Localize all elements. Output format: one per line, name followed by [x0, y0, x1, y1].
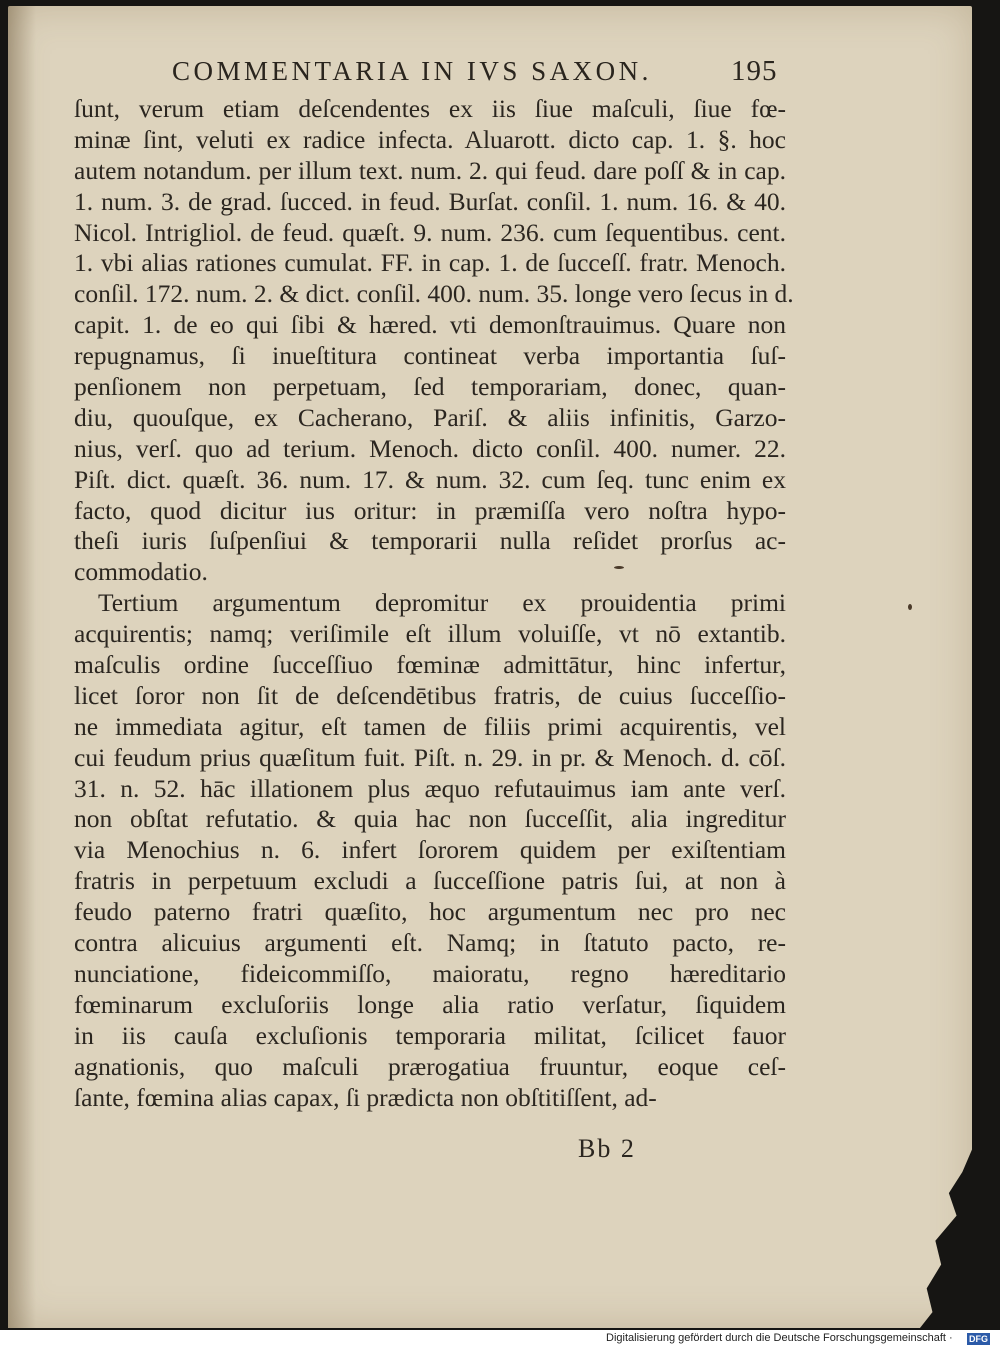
text-line: licet ſoror non ſit de deſcendētibus fratris, de cuius ſucceſſio- — [74, 680, 786, 710]
body-text — [74, 94, 794, 1113]
text-line: via Menochius n. 6. infert ſororem quidem per exiſtentiam — [74, 835, 786, 865]
funding-note: Digitalisierung gefördert durch die Deutsche Forschungsgemeinschaft · — [606, 1332, 953, 1344]
text-line: theſi iuris ſuſpenſiui & temporarii nulla reſidet prorſus ac- — [74, 526, 786, 556]
text-line: repugnamus, ſi inueſtitura contineat verba importantia ſuſ- — [74, 341, 786, 371]
text-line: 31. n. 52. hāc illationem plus æquo refutauimus iam ante verſ. — [74, 773, 786, 803]
text-line: contra alicuius argumenti eſt. Namq; in ſtatuto pacto, re- — [74, 928, 786, 958]
text-line: commodatio. — [74, 557, 208, 587]
dfg-logo: DFG — [969, 1334, 988, 1344]
text-line: Piſt. dict. quæſt. 36. num. 17. & num. 32. cum ſeq. tunc enim ex — [74, 464, 786, 494]
ink-speck — [908, 604, 912, 610]
text-line: fœminarum excluſoriis longe alia ratio verſatur, ſiquidem — [74, 989, 786, 1019]
text-line: ne immediata agitur, eſt tamen de filiis primi acquirentis, vel — [74, 711, 786, 741]
text-line: in iis cauſa excluſionis temporaria militat, ſcilicet fauor — [74, 1020, 786, 1050]
text-line: Nicol. Intrigliol. de feud. quæſt. 9. num. 236. cum ſequentibus. cent. — [74, 217, 786, 247]
text-line: maſculis ordine ſucceſſiuo fœminæ admittātur, hinc infertur, — [74, 650, 786, 680]
page-gutter-shadow — [8, 6, 36, 1328]
text-line: 1. num. 3. de grad. ſucced. in feud. Burſat. conſil. 1. num. 16. & 40. — [74, 186, 786, 216]
text-line: cui feudum prius quæſitum fuit. Piſt. n. 29. in pr. & Menoch. d. cōſ. — [74, 742, 786, 772]
text-line: non obſtat refutatio. & quia hac non ſucceſſit, alia ingreditur — [74, 804, 786, 834]
text-line: nius, verſ. quo ad terium. Menoch. dicto conſil. 400. numer. 22. — [74, 433, 786, 463]
text-line: autem notandum. per illum text. num. 2. qui feud. dare poſſ & in cap. — [74, 155, 786, 185]
signature-mark: Bb 2 — [578, 1134, 636, 1163]
text-line: diu, quouſque, ex Cacherano, Pariſ. & aliis infinitis, Garzo- — [74, 402, 786, 432]
page-number: 195 — [731, 55, 778, 87]
text-line: capit. 1. de eo qui ſibi & hæred. vti demonſtrauimus. Quare non — [74, 310, 786, 340]
text-line: 1. vbi alias rationes cumulat. FF. in cap. 1. de ſucceſſ. fratr. Menoch. — [74, 248, 786, 278]
text-line: agnationis, quo maſculi prærogatiua fruuntur, eoque ceſ- — [74, 1051, 786, 1081]
text-line: feudo paterno fratri quæſito, hoc argumentum nec pro nec — [74, 897, 786, 927]
text-line: facto, quod dicitur ius oritur: in præmiſſa vero noſtra hypo- — [74, 495, 786, 525]
running-head: COMMENTARIA IN IVS SAXON. — [172, 56, 652, 86]
text-line: ſunt, verum etiam deſcendentes ex iis ſiue maſculi, ſiue fœ- — [74, 94, 786, 123]
text-line: conſil. 172. num. 2. & dict. conſil. 400. num. 35. longe vero ſecus in d. — [74, 279, 794, 309]
text-line: Tertium argumentum depromitur ex prouidentia primi — [98, 588, 786, 618]
text-line: fratris in perpetuum excludi a ſucceſſione patris ſui, at non à — [74, 866, 786, 896]
text-line: penſionem non perpetuam, ſed temporariam, donec, quan- — [74, 372, 786, 402]
text-line: nunciatione, fideicommiſſo, maioratu, regno hæreditario — [74, 958, 786, 988]
text-line: minæ ſint, veluti ex radice infecta. Aluarott. dicto cap. 1. §. hoc — [74, 124, 786, 154]
text-line: acquirentis; namq; veriſimile eſt illum voluiſſe, vt nō extantib. — [74, 619, 786, 649]
text-line: ſante, fœmina alias capax, ſi prædicta non obſtitiſſent, ad- — [74, 1082, 657, 1112]
